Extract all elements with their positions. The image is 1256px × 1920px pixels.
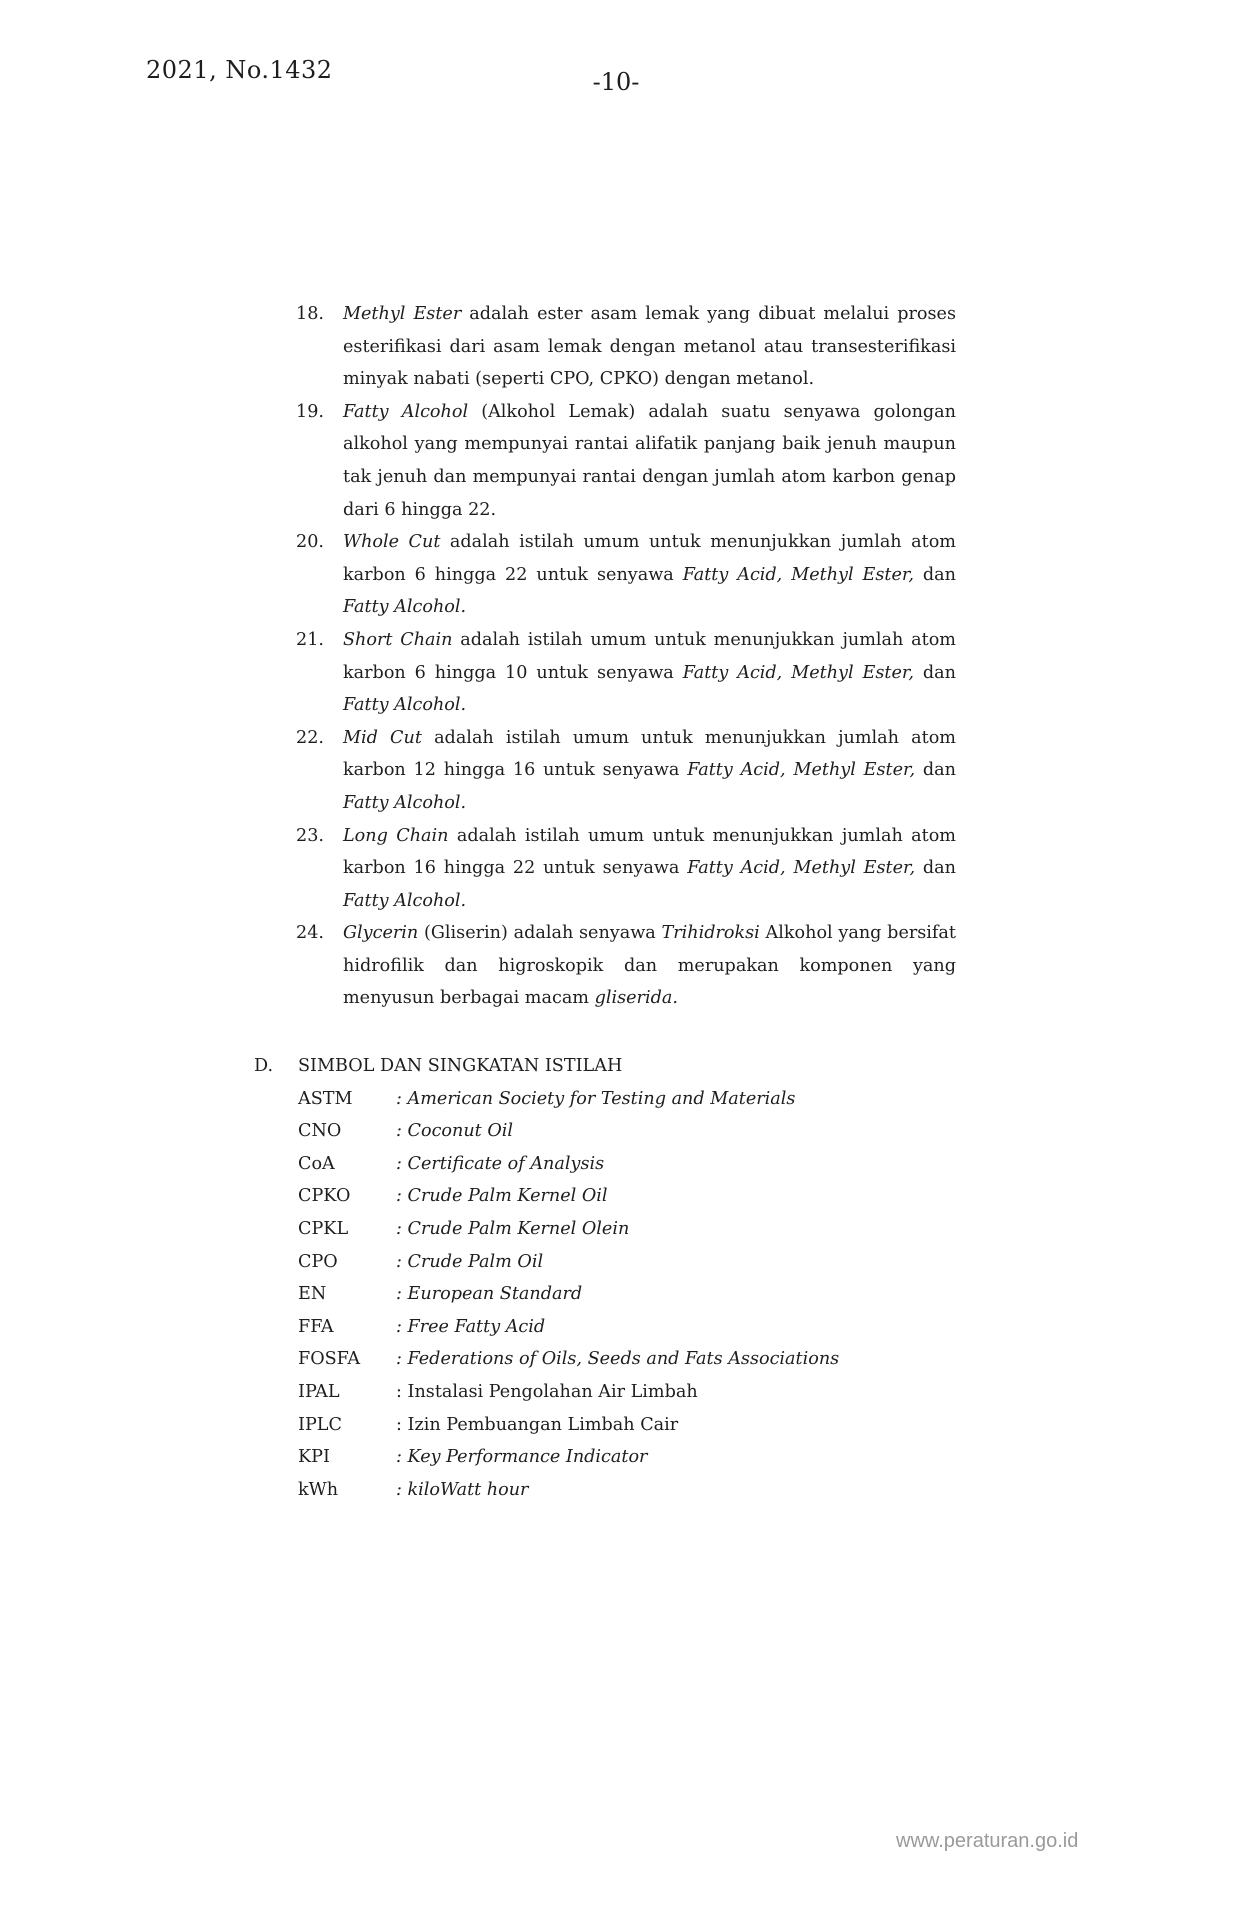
abbreviation-meaning: : Instalasi Pengolahan Air Limbah [396, 1381, 698, 1402]
definition-term: Long Chain [343, 825, 449, 846]
definition-term: Fatty Acid, Methyl Ester, [682, 662, 914, 683]
abbreviation-meaning: : Izin Pembuangan Limbah Cair [396, 1414, 679, 1435]
abbreviation-list [298, 1083, 1054, 1507]
definition-fragment: dan [915, 858, 956, 879]
definition-text [343, 728, 956, 813]
definition-fragment: adalah istilah umum untuk menunjukkan jumlah atom karbon 6 hingga 22 untuk senyawa [343, 532, 956, 585]
definition-text [343, 402, 956, 520]
abbreviation-row [298, 1311, 1054, 1344]
abbreviation-meaning: : European Standard [396, 1284, 583, 1305]
definition-item [296, 526, 956, 624]
definition-fragment: dan [913, 662, 956, 683]
abbreviation-row [298, 1115, 1054, 1148]
abbreviation-row [298, 1246, 1054, 1279]
abbreviation-symbol: IPLC [298, 1414, 342, 1435]
abbreviation-symbol: CPKL [298, 1218, 349, 1239]
definition-term: Fatty Alcohol. [343, 695, 467, 716]
abbreviation-meaning: : Crude Palm Kernel Olein [396, 1218, 630, 1239]
definition-term: Fatty Acid, Methyl Ester, [682, 564, 914, 585]
definition-number: 21. [296, 629, 324, 650]
definition-fragment: Alkohol yang bersifat hidrofilik dan higroskopik dan merupakan komponen yang menyusun berbagai macam [343, 923, 956, 1009]
definition-number: 22. [296, 727, 324, 748]
definition-item [296, 396, 956, 526]
definition-item [296, 722, 956, 820]
definition-fragment: (Alkohol Lemak) adalah suatu senyawa golongan alkohol yang mempunyai rantai alifatik panjang baik jenuh maupun tak jenuh dan mempunyai rantai dengan jumlah atom karbon genap dari 6 hingga 22. [343, 401, 956, 520]
definition-number: 24. [296, 923, 324, 944]
definition-term: Glycerin [343, 923, 419, 944]
abbreviation-symbol: CNO [298, 1121, 342, 1142]
definition-fragment: adalah istilah umum untuk menunjukkan jumlah atom karbon 12 hingga 16 untuk senyawa [343, 727, 956, 781]
document-reference: 2021, No.1432 [146, 56, 333, 84]
definition-item [296, 624, 956, 722]
abbreviation-meaning: : Crude Palm Kernel Oil [396, 1186, 608, 1207]
abbreviation-meaning: : Crude Palm Oil [396, 1251, 544, 1272]
abbreviation-meaning: : Key Performance Indicator [396, 1447, 648, 1468]
section-heading [254, 1050, 1054, 1083]
abbreviation-row [298, 1376, 1054, 1409]
section-title: SIMBOL DAN SINGKATAN ISTILAH [298, 1056, 623, 1076]
definition-fragment: adalah ester asam lemak yang dibuat melalui proses esterifikasi dari asam lemak dengan metanol atau transesterifikasi minyak nabati (seperti CPO, CPKO) dengan metanol. [343, 304, 956, 390]
definition-number: 18. [296, 304, 324, 324]
definition-item [296, 298, 956, 396]
abbreviation-symbol: CPO [298, 1251, 338, 1272]
abbreviation-row [298, 1343, 1054, 1376]
definition-term: Short Chain [343, 629, 453, 650]
abbreviation-meaning: : kiloWatt hour [396, 1479, 529, 1500]
section-letter: D. [254, 1056, 274, 1076]
abbreviation-symbol: kWh [298, 1479, 339, 1500]
definition-fragment: adalah istilah umum untuk menunjukkan jumlah atom karbon 6 hingga 10 untuk senyawa [343, 629, 956, 683]
definition-text [343, 826, 956, 911]
abbreviation-symbol: CPKO [298, 1186, 351, 1207]
definition-term: Methyl Ester [343, 304, 462, 324]
abbreviation-meaning: : Free Fatty Acid [396, 1316, 546, 1337]
definition-item [296, 820, 956, 918]
definition-text [343, 923, 956, 1008]
definition-number: 19. [296, 401, 324, 422]
definition-fragment: adalah istilah umum untuk menunjukkan jumlah atom karbon 16 hingga 22 untuk senyawa [343, 825, 956, 879]
definition-number: 23. [296, 825, 324, 846]
abbreviation-symbol: EN [298, 1284, 327, 1305]
definition-term: Fatty Alcohol [343, 401, 469, 422]
definition-fragment: (Gliserin) adalah senyawa [418, 923, 662, 944]
abbreviation-symbol: KPI [298, 1447, 330, 1468]
page-number: -10- [592, 68, 640, 96]
abbreviation-row [298, 1441, 1054, 1474]
abbreviation-meaning: : Certificate of Analysis [396, 1153, 605, 1174]
definition-number: 20. [296, 532, 324, 553]
definition-text [343, 304, 956, 389]
definition-term: Mid Cut [343, 727, 422, 748]
definition-fragment: dan [915, 760, 956, 781]
definition-term: Fatty Alcohol. [343, 597, 467, 618]
abbreviation-symbol: ASTM [298, 1088, 353, 1109]
abbreviation-row [298, 1278, 1054, 1311]
definition-term: gliserida. [594, 988, 678, 1009]
definition-term: Whole Cut [343, 532, 441, 553]
definition-term: Fatty Alcohol. [343, 890, 467, 911]
abbreviation-row [298, 1180, 1054, 1213]
abbreviation-row [298, 1148, 1054, 1181]
abbreviation-row [298, 1213, 1054, 1246]
definition-fragment: dan [913, 564, 956, 585]
definition-term: Fatty Alcohol. [343, 792, 467, 813]
abbreviation-meaning: : American Society for Testing and Materials [396, 1088, 796, 1109]
definitions-list [296, 298, 956, 1015]
abbreviation-symbol: FOSFA [298, 1349, 361, 1370]
abbreviation-row [298, 1083, 1054, 1116]
definition-term: Trihidroksi [661, 923, 760, 944]
definition-text [343, 532, 956, 617]
abbreviation-symbol: IPAL [298, 1381, 340, 1402]
footer-url: www.peraturan.go.id [896, 1830, 1079, 1852]
definition-term: Fatty Acid, Methyl Ester, [687, 760, 916, 781]
abbreviation-meaning: : Coconut Oil [396, 1121, 514, 1142]
abbreviation-symbol: CoA [298, 1153, 335, 1174]
section-d [254, 1050, 1054, 1506]
definition-term: Fatty Acid, Methyl Ester, [687, 858, 916, 879]
definition-item [296, 917, 956, 1015]
abbreviation-row [298, 1409, 1054, 1442]
abbreviation-symbol: FFA [298, 1316, 334, 1337]
abbreviation-row [298, 1474, 1054, 1507]
definition-text [343, 630, 956, 715]
abbreviation-meaning: : Federations of Oils, Seeds and Fats Associations [396, 1349, 840, 1370]
